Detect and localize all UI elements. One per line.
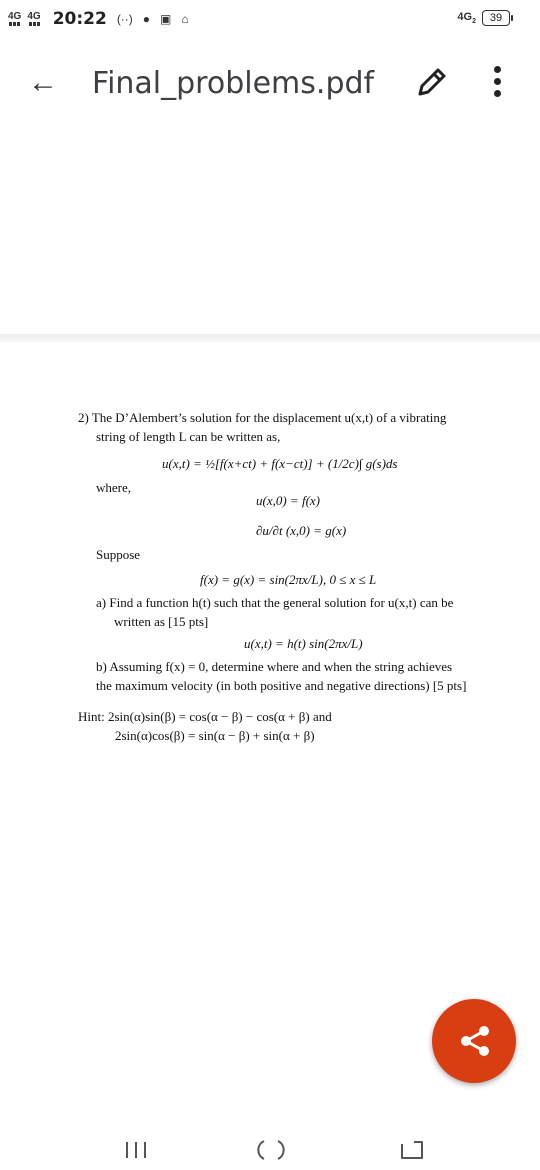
clock: 20:22: [52, 9, 107, 29]
battery-icon: 39: [482, 10, 510, 26]
question-text: string of length L can be written as,: [96, 429, 281, 444]
network-type: 4G: [8, 11, 22, 22]
page-divider: [0, 334, 540, 342]
pencil-svg: [414, 66, 448, 100]
app-bar: [0, 48, 540, 120]
equation-dalembert: u(x,t) = ½[f(x+ct) + f(x−ct)] + (1/2c)∫ g(s)ds: [162, 456, 398, 471]
question-text: 2) The D’Alembert’s solution for the displacement u(x,t) of a vibrating: [78, 410, 447, 425]
initial-condition-2: ∂u/∂t (x,0) = g(x): [256, 523, 347, 538]
signal-icon: [8, 12, 21, 26]
part-a-text: a) Find a function h(t) such that the general solution for u(x,t) can be: [96, 595, 454, 610]
network-type: 4G: [27, 11, 41, 22]
function-definition: f(x) = g(x) = sin(2πx/L), 0 ≤ x ≤ L: [200, 572, 377, 587]
hint-text: Hint: 2sin(α)sin(β) = cos(α − β) − cos(α + β) and: [78, 709, 332, 724]
part-b-text: b) Assuming f(x) = 0, determine where and when the string achieves: [96, 659, 453, 674]
more-options-icon[interactable]: [494, 66, 501, 97]
initial-condition-1: u(x,0) = f(x): [256, 493, 320, 508]
shop-icon: ⌂: [181, 12, 189, 26]
back-arrow-icon[interactable]: ←: [28, 66, 58, 99]
status-bar: [0, 0, 540, 40]
signal-icon: [27, 12, 40, 26]
notification-icon: ▣: [160, 12, 172, 26]
where-label: where,: [96, 480, 132, 495]
share-icon: [432, 999, 516, 1083]
navigation-bar: [0, 1128, 540, 1170]
hint-text: 2sin(α)cos(β) = sin(α − β) + sin(α + β): [115, 728, 315, 743]
home-icon[interactable]: [256, 1138, 286, 1167]
share-button[interactable]: [432, 999, 516, 1083]
page-title: Final_problems.pdf: [92, 66, 375, 101]
network-right: $4G_2$: [457, 10, 476, 26]
back-icon[interactable]: [398, 1138, 426, 1167]
edit-pencil-icon[interactable]: [414, 66, 448, 105]
recent-apps-icon[interactable]: [123, 1140, 149, 1165]
suppose-label: Suppose: [96, 547, 141, 562]
hotspot-icon: (··): [116, 12, 133, 26]
equation-h: u(x,t) = h(t) sin(2πx/L): [244, 636, 363, 651]
part-a-text: written as [15 pts]: [114, 614, 209, 629]
message-icon: ●: [142, 12, 151, 26]
part-b-text: the maximum velocity (in both positive and negative directions) [5 pts]: [96, 678, 467, 693]
